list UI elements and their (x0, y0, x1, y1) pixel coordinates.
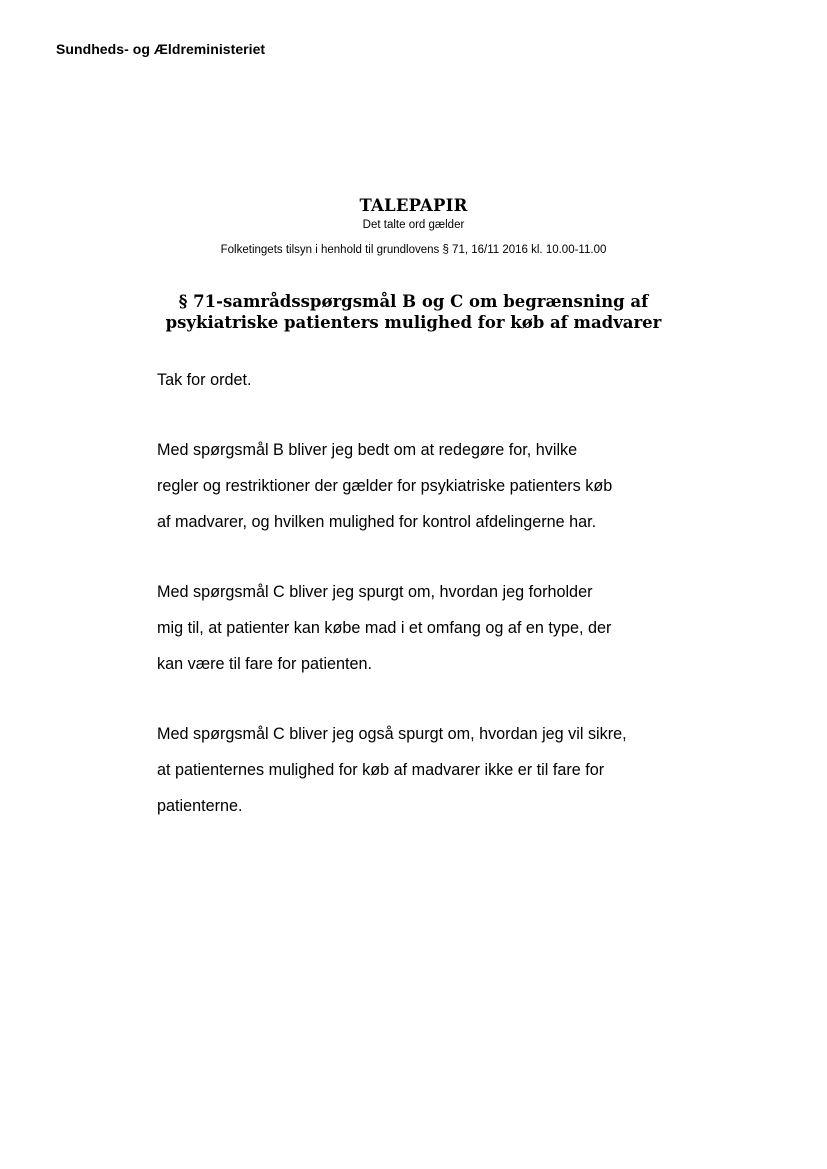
paragraph-line: Med spørgsmål B bliver jeg bedt om at redegøre for, hvilke (157, 441, 578, 459)
paragraph-line: Med spørgsmål C bliver jeg spurgt om, hvordan jeg forholder (157, 583, 593, 601)
paragraph-line: Tak for ordet. (157, 371, 252, 389)
paragraph-line: kan være til fare for patienten. (157, 655, 373, 673)
paragraph-line: at patienternes mulighed for køb af madvarer ikke er til fare for (157, 761, 605, 779)
section-heading (0, 291, 827, 333)
paragraph-4 (157, 716, 687, 824)
paragraph-line: regler og restriktioner der gælder for psykiatriske patienters køb (157, 477, 613, 495)
paragraph-line: mig til, at patienter kan købe mad i et omfang og af en type, der (157, 619, 612, 637)
paragraph-2 (157, 432, 687, 540)
paragraph-3 (157, 574, 687, 682)
heading-line: psykiatriske patienters mulighed for køb af madvarer (165, 313, 662, 332)
paragraph-line: af madvarer, og hvilken mulighed for kontrol afdelingerne har. (157, 513, 597, 531)
document-title: TALEPAPIR (359, 196, 468, 215)
paragraph-line: Med spørgsmål C bliver jeg også spurgt om, hvordan jeg vil sikre, (157, 725, 627, 743)
document-subtitle: Det talte ord gælder (362, 219, 465, 231)
meeting-info: Folketingets tilsyn i henhold til grundlovens § 71, 16/11 2016 kl. 10.00-11.00 (220, 244, 607, 256)
ministry-name: Sundheds- og Ældreministeriet (56, 41, 266, 57)
paragraph-1 (157, 362, 687, 398)
heading-line: § 71-samrådsspørgsmål B og C om begrænsning af (178, 292, 649, 311)
paragraph-line: patienterne. (157, 797, 243, 815)
